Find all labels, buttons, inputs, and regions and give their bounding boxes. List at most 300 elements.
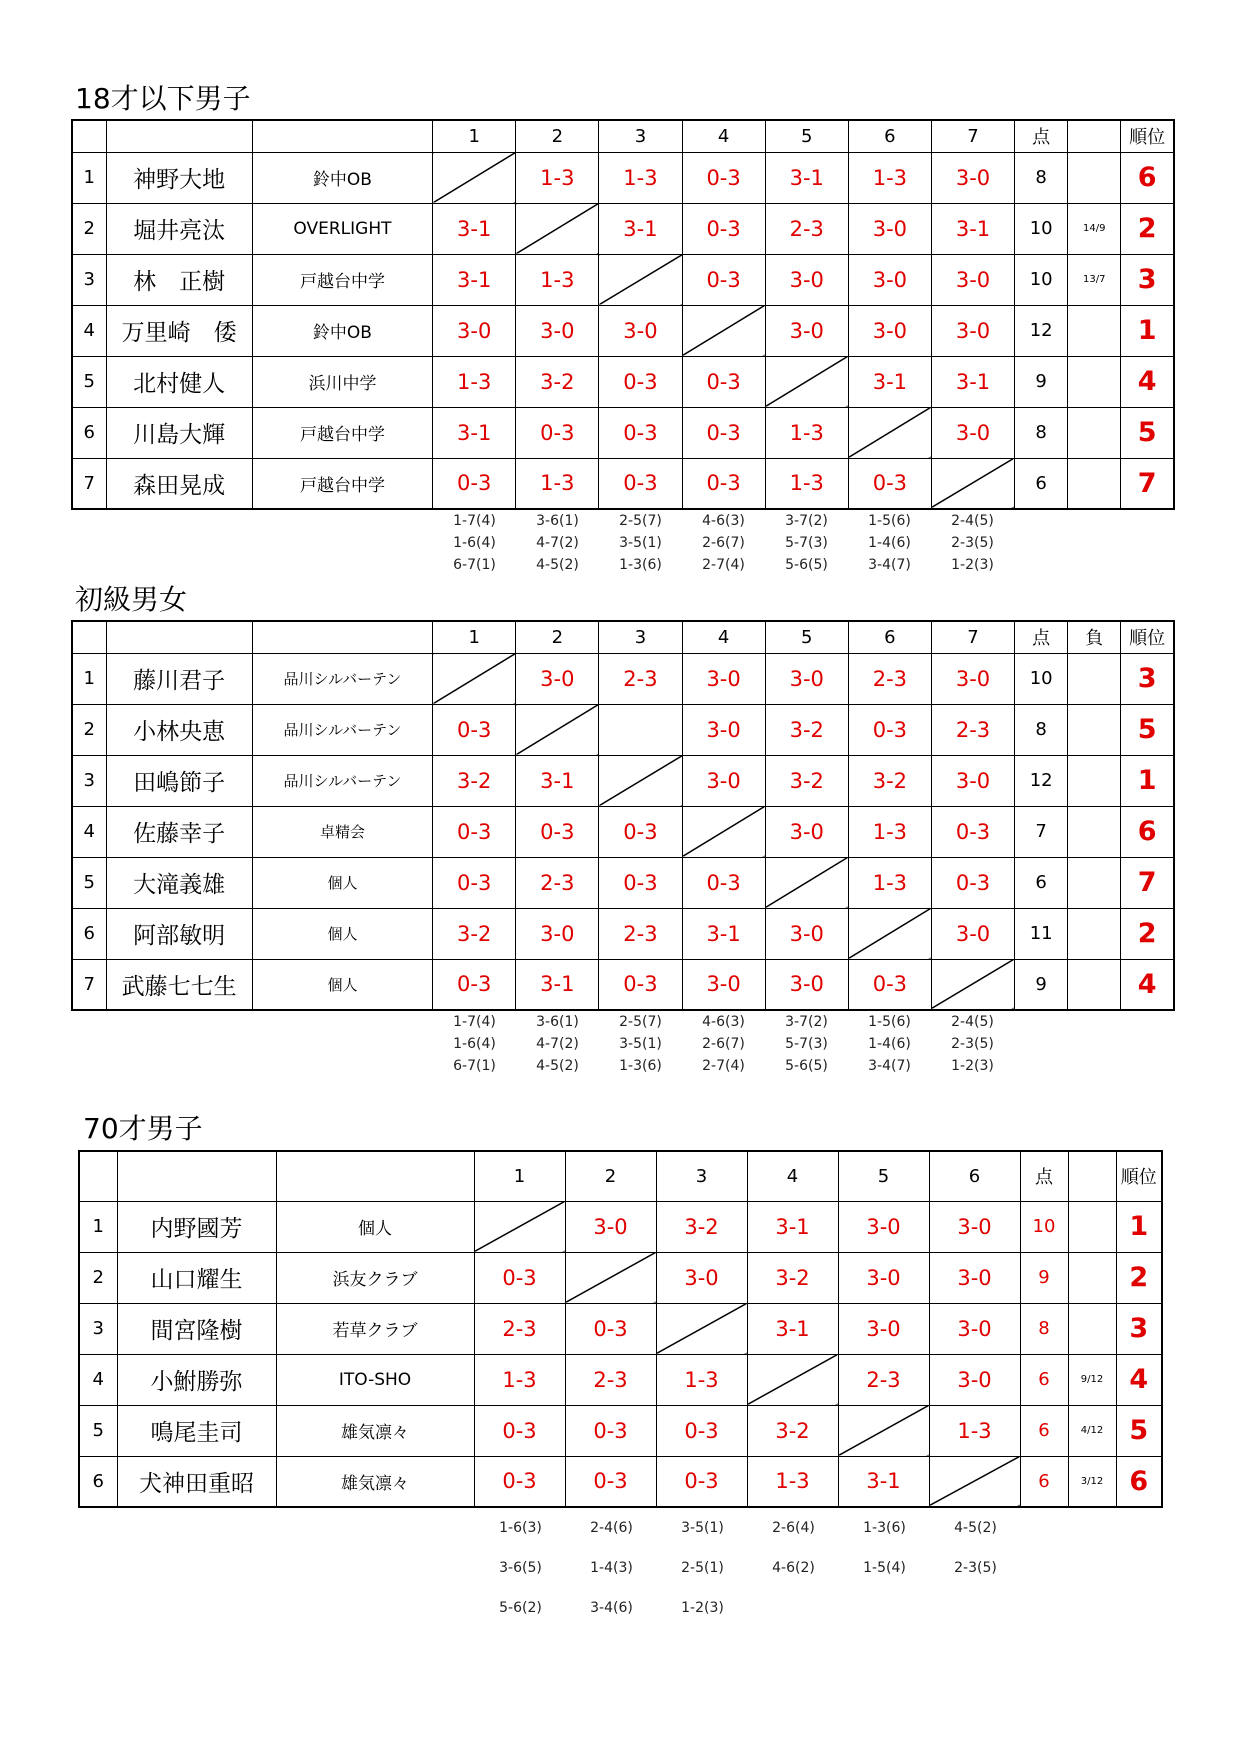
match-order-entry: 2-4(6) <box>590 1520 633 1536</box>
match-score: 3-1 <box>682 908 765 959</box>
player-name: 山口耀生 <box>117 1252 276 1303</box>
match-score: 3-0 <box>765 806 848 857</box>
match-order-entry: 3-4(6) <box>590 1600 633 1616</box>
points-cell: 8 <box>1015 152 1068 203</box>
match-order-entry: 2-5(1) <box>681 1560 724 1576</box>
player-number: 4 <box>72 806 106 857</box>
match-score: 3-1 <box>765 152 848 203</box>
match-score: 3-0 <box>765 959 848 1010</box>
match-score: 3-0 <box>682 755 765 806</box>
tiebreak-cell <box>1068 458 1121 509</box>
match-score: 3-2 <box>765 704 848 755</box>
match-score: 3-0 <box>929 1201 1020 1252</box>
rank-cell: 4 <box>1116 1354 1162 1405</box>
match-order-entry: 1-4(6) <box>868 535 911 551</box>
match-order-entry: 2-7(4) <box>702 1058 745 1074</box>
match-score: 2-3 <box>474 1303 565 1354</box>
match-score: 2-3 <box>516 857 599 908</box>
match-score: 3-0 <box>682 959 765 1010</box>
match-score: 3-1 <box>931 356 1014 407</box>
player-team: 戸越台中学 <box>252 407 432 458</box>
player-name: 間宮隆樹 <box>117 1303 276 1354</box>
match-order-entry: 6-7(1) <box>453 557 496 573</box>
tiebreak-cell <box>1068 305 1121 356</box>
match-score: 0-3 <box>599 356 682 407</box>
tiebreak-cell: 9/12 <box>1068 1354 1116 1405</box>
match-score: 0-3 <box>433 959 516 1010</box>
diagonal-cell <box>682 305 765 356</box>
match-score: 0-3 <box>599 407 682 458</box>
match-score: 1-3 <box>474 1354 565 1405</box>
player-team: 卓精会 <box>252 806 432 857</box>
match-score: 3-1 <box>838 1456 929 1507</box>
header-rank: 順位 <box>1121 621 1174 653</box>
points-cell: 9 <box>1015 356 1068 407</box>
match-score: 3-0 <box>765 908 848 959</box>
match-order-entry: 2-6(7) <box>702 535 745 551</box>
match-score: 3-0 <box>929 1303 1020 1354</box>
tiebreak-cell <box>1068 1201 1116 1252</box>
match-score: 2-3 <box>599 653 682 704</box>
diagonal-cell <box>433 653 516 704</box>
match-order-entry: 2-4(5) <box>951 1014 994 1030</box>
match-order-entry: 2-3(5) <box>954 1560 997 1576</box>
match-score: 3-0 <box>931 254 1014 305</box>
header-col-5: 5 <box>765 120 848 152</box>
tiebreak-cell <box>1068 806 1121 857</box>
match-score: 1-3 <box>747 1456 838 1507</box>
tiebreak-cell <box>1068 356 1121 407</box>
match-order-entry: 1-6(4) <box>453 1036 496 1052</box>
match-order-entry: 1-4(6) <box>868 1036 911 1052</box>
match-score: 3-1 <box>931 203 1014 254</box>
match-score: 2-3 <box>599 908 682 959</box>
header-col-5: 5 <box>838 1151 929 1201</box>
match-score: 3-0 <box>433 305 516 356</box>
match-score: 0-3 <box>565 1405 656 1456</box>
points-cell: 10 <box>1015 203 1068 254</box>
match-score: 1-3 <box>516 152 599 203</box>
player-team: 雄気凛々 <box>276 1405 474 1456</box>
player-team: 鈴中OB <box>252 305 432 356</box>
match-order-entry: 3-6(5) <box>499 1560 542 1576</box>
match-order-entry: 3-5(1) <box>681 1520 724 1536</box>
tiebreak-cell <box>1068 653 1121 704</box>
match-score: 0-3 <box>474 1252 565 1303</box>
match-score: 3-0 <box>931 908 1014 959</box>
match-score: 0-3 <box>433 458 516 509</box>
player-number: 6 <box>72 407 106 458</box>
header-col-4: 4 <box>682 120 765 152</box>
player-name: 万里崎 倭 <box>106 305 252 356</box>
match-score: 3-0 <box>931 407 1014 458</box>
match-order-entry: 4-7(2) <box>536 1036 579 1052</box>
match-order-entry: 4-5(2) <box>536 1058 579 1074</box>
rank-cell: 6 <box>1121 806 1174 857</box>
match-score: 3-1 <box>747 1201 838 1252</box>
match-score: 3-0 <box>931 305 1014 356</box>
match-order-entry: 2-7(4) <box>702 557 745 573</box>
points-cell: 7 <box>1015 806 1068 857</box>
match-order-entry: 5-6(5) <box>785 1058 828 1074</box>
header-col-6: 6 <box>848 120 931 152</box>
tiebreak-cell <box>1068 704 1121 755</box>
match-order-entry: 1-5(4) <box>863 1560 906 1576</box>
match-score: 1-3 <box>516 458 599 509</box>
player-team: 浜川中学 <box>252 356 432 407</box>
match-order-entry: 2-3(5) <box>951 1036 994 1052</box>
match-score: 0-3 <box>599 959 682 1010</box>
player-team: 浜友クラブ <box>276 1252 474 1303</box>
table-row <box>72 254 1174 305</box>
player-name: 神野大地 <box>106 152 252 203</box>
match-score: 0-3 <box>931 806 1014 857</box>
match-score: 3-2 <box>765 755 848 806</box>
player-team: 個人 <box>252 959 432 1010</box>
match-score: 3-2 <box>516 356 599 407</box>
header-col-1: 1 <box>433 120 516 152</box>
match-order-entry: 3-6(1) <box>536 513 579 529</box>
player-name: 小鮒勝弥 <box>117 1354 276 1405</box>
match-score: 0-3 <box>848 704 931 755</box>
header-blank-no <box>72 621 106 653</box>
match-score: 3-0 <box>848 203 931 254</box>
match-score: 3-0 <box>848 254 931 305</box>
match-score: 1-3 <box>848 152 931 203</box>
match-score: 2-3 <box>848 653 931 704</box>
tiebreak-cell <box>1068 1303 1116 1354</box>
tiebreak-cell: 4/12 <box>1068 1405 1116 1456</box>
match-order-entry: 4-5(2) <box>536 557 579 573</box>
player-name: 佐藤幸子 <box>106 806 252 857</box>
header-col-7: 7 <box>931 621 1014 653</box>
match-order-entry: 1-7(4) <box>453 513 496 529</box>
player-team: 品川シルバーテン <box>252 704 432 755</box>
player-number: 4 <box>72 305 106 356</box>
diagonal-cell <box>765 356 848 407</box>
match-score: 3-0 <box>656 1252 747 1303</box>
header-col-6: 6 <box>848 621 931 653</box>
player-team: 個人 <box>252 908 432 959</box>
table-row <box>72 704 1174 755</box>
match-order-entry: 4-7(2) <box>536 535 579 551</box>
table-row <box>79 1303 1162 1354</box>
match-score <box>599 704 682 755</box>
match-score: 0-3 <box>931 857 1014 908</box>
league-table-beginner <box>71 620 1175 1011</box>
player-name: 小林央恵 <box>106 704 252 755</box>
match-order-entry: 5-6(5) <box>785 557 828 573</box>
table-row <box>79 1354 1162 1405</box>
match-score: 1-3 <box>433 356 516 407</box>
player-number: 5 <box>72 356 106 407</box>
header-col-2: 2 <box>516 621 599 653</box>
match-score: 3-0 <box>929 1354 1020 1405</box>
player-name: 藤川君子 <box>106 653 252 704</box>
header-row <box>72 621 1174 653</box>
diagonal-cell <box>516 704 599 755</box>
rank-cell: 7 <box>1121 857 1174 908</box>
player-name: 内野國芳 <box>117 1201 276 1252</box>
diagonal-cell <box>565 1252 656 1303</box>
player-team: 個人 <box>276 1201 474 1252</box>
match-score: 0-3 <box>474 1405 565 1456</box>
table-row <box>72 806 1174 857</box>
rank-cell: 3 <box>1121 653 1174 704</box>
match-order-entry: 3-7(2) <box>785 513 828 529</box>
match-score: 0-3 <box>682 254 765 305</box>
header-row <box>72 120 1174 152</box>
match-score: 3-0 <box>682 653 765 704</box>
rank-cell: 5 <box>1121 704 1174 755</box>
diagonal-cell <box>474 1201 565 1252</box>
header-col-3: 3 <box>599 120 682 152</box>
rank-cell: 5 <box>1116 1405 1162 1456</box>
match-order-entry: 1-5(6) <box>868 1014 911 1030</box>
player-team: 雄気凛々 <box>276 1456 474 1507</box>
points-cell: 10 <box>1015 653 1068 704</box>
header-col-3: 3 <box>599 621 682 653</box>
diagonal-cell <box>682 806 765 857</box>
match-score: 0-3 <box>433 704 516 755</box>
player-name: 川島大輝 <box>106 407 252 458</box>
points-cell: 6 <box>1020 1456 1068 1507</box>
header-col-6: 6 <box>929 1151 1020 1201</box>
header-blank-name <box>117 1151 276 1201</box>
header-col-4: 4 <box>682 621 765 653</box>
match-score: 3-0 <box>931 755 1014 806</box>
player-name: 北村健人 <box>106 356 252 407</box>
table-row <box>72 356 1174 407</box>
match-score: 1-3 <box>656 1354 747 1405</box>
player-team: 戸越台中学 <box>252 458 432 509</box>
header-col-7: 7 <box>931 120 1014 152</box>
player-team: ITO-SHO <box>276 1354 474 1405</box>
rank-cell: 2 <box>1121 908 1174 959</box>
match-score: 3-0 <box>929 1252 1020 1303</box>
header-rank: 順位 <box>1116 1151 1162 1201</box>
diagonal-cell <box>931 959 1014 1010</box>
table-row <box>72 203 1174 254</box>
player-name: 田嶋節子 <box>106 755 252 806</box>
match-score: 0-3 <box>848 959 931 1010</box>
player-number: 2 <box>72 704 106 755</box>
rank-cell: 7 <box>1121 458 1174 509</box>
header-col-2: 2 <box>516 120 599 152</box>
match-score: 3-0 <box>682 704 765 755</box>
diagonal-cell <box>931 458 1014 509</box>
match-score: 0-3 <box>565 1456 656 1507</box>
match-order-entry: 4-6(3) <box>702 1014 745 1030</box>
rank-cell: 6 <box>1116 1456 1162 1507</box>
table-row <box>79 1405 1162 1456</box>
match-order-entry: 1-2(3) <box>951 557 994 573</box>
tiebreak-cell <box>1068 857 1121 908</box>
rank-cell: 3 <box>1116 1303 1162 1354</box>
rank-cell: 2 <box>1121 203 1174 254</box>
table-row <box>72 152 1174 203</box>
player-number: 1 <box>72 653 106 704</box>
points-cell: 6 <box>1015 857 1068 908</box>
player-team: OVERLIGHT <box>252 203 432 254</box>
match-score: 1-3 <box>929 1405 1020 1456</box>
match-score: 2-3 <box>565 1354 656 1405</box>
match-order-entry: 3-7(2) <box>785 1014 828 1030</box>
diagonal-cell <box>747 1354 838 1405</box>
player-number: 5 <box>79 1405 117 1456</box>
match-order-entry: 3-6(1) <box>536 1014 579 1030</box>
player-number: 1 <box>79 1201 117 1252</box>
tiebreak-cell <box>1068 152 1121 203</box>
tiebreak-cell: 14/9 <box>1068 203 1121 254</box>
player-team: 鈴中OB <box>252 152 432 203</box>
player-name: 林 正樹 <box>106 254 252 305</box>
match-score: 3-1 <box>433 407 516 458</box>
header-blank-team <box>252 621 432 653</box>
match-order-entry: 4-6(2) <box>772 1560 815 1576</box>
rank-cell: 1 <box>1121 755 1174 806</box>
rank-cell: 1 <box>1121 305 1174 356</box>
match-score: 3-0 <box>516 305 599 356</box>
match-order-entry: 6-7(1) <box>453 1058 496 1074</box>
match-score: 0-3 <box>656 1456 747 1507</box>
match-order-entry: 2-3(5) <box>951 535 994 551</box>
player-number: 5 <box>72 857 106 908</box>
points-cell: 8 <box>1015 704 1068 755</box>
points-cell: 12 <box>1015 305 1068 356</box>
match-order-entry: 2-5(7) <box>619 1014 662 1030</box>
match-order-entry: 3-4(7) <box>868 1058 911 1074</box>
match-score: 3-0 <box>848 305 931 356</box>
player-number: 7 <box>72 959 106 1010</box>
match-score: 3-0 <box>931 653 1014 704</box>
match-score: 1-3 <box>516 254 599 305</box>
match-score: 0-3 <box>599 806 682 857</box>
match-score: 3-1 <box>599 203 682 254</box>
points-cell: 10 <box>1015 254 1068 305</box>
points-cell: 12 <box>1015 755 1068 806</box>
diagonal-cell <box>599 254 682 305</box>
match-score: 0-3 <box>656 1405 747 1456</box>
player-number: 2 <box>79 1252 117 1303</box>
table-row <box>72 458 1174 509</box>
match-order-entry: 1-2(3) <box>951 1058 994 1074</box>
player-name: 大滝義雄 <box>106 857 252 908</box>
header-blank-name <box>106 621 252 653</box>
player-team: 若草クラブ <box>276 1303 474 1354</box>
points-cell: 6 <box>1020 1354 1068 1405</box>
diagonal-cell <box>765 857 848 908</box>
match-order-entry: 3-5(1) <box>619 535 662 551</box>
match-order-entry: 2-4(5) <box>951 513 994 529</box>
section-title-beginner: 初級男女 <box>75 583 188 616</box>
match-order-entry: 1-3(6) <box>619 1058 662 1074</box>
match-score: 0-3 <box>474 1456 565 1507</box>
player-number: 6 <box>72 908 106 959</box>
match-order-entry: 5-7(3) <box>785 535 828 551</box>
header-row <box>79 1151 1162 1201</box>
header-col-2: 2 <box>565 1151 656 1201</box>
match-order-entry: 1-6(3) <box>499 1520 542 1536</box>
match-score: 3-2 <box>848 755 931 806</box>
table-row <box>72 305 1174 356</box>
match-order-entry: 3-5(1) <box>619 1036 662 1052</box>
match-order-entry: 1-3(6) <box>619 557 662 573</box>
diagonal-cell <box>599 755 682 806</box>
match-score: 3-2 <box>747 1252 838 1303</box>
match-score: 3-1 <box>433 254 516 305</box>
match-score: 3-1 <box>433 203 516 254</box>
match-score: 0-3 <box>516 407 599 458</box>
rank-cell: 6 <box>1121 152 1174 203</box>
header-extra: 負 <box>1068 621 1121 653</box>
match-score: 0-3 <box>682 857 765 908</box>
section-title-u18-boys: 18才以下男子 <box>75 82 251 115</box>
match-score: 3-1 <box>848 356 931 407</box>
match-score: 0-3 <box>516 806 599 857</box>
player-name: 森田晃成 <box>106 458 252 509</box>
tiebreak-cell <box>1068 1252 1116 1303</box>
player-number: 3 <box>79 1303 117 1354</box>
match-score: 3-2 <box>656 1201 747 1252</box>
header-blank-team <box>252 120 432 152</box>
match-score: 0-3 <box>682 203 765 254</box>
table-row <box>79 1456 1162 1507</box>
match-order-entry: 1-5(6) <box>868 513 911 529</box>
match-order-entry: 4-5(2) <box>954 1520 997 1536</box>
player-name: 武藤七七生 <box>106 959 252 1010</box>
player-number: 3 <box>72 755 106 806</box>
table-row <box>72 653 1174 704</box>
match-score: 3-0 <box>765 305 848 356</box>
tiebreak-cell <box>1068 407 1121 458</box>
match-score: 3-2 <box>433 908 516 959</box>
points-cell: 11 <box>1015 908 1068 959</box>
header-points: 点 <box>1020 1151 1068 1201</box>
player-team: 品川シルバーテン <box>252 653 432 704</box>
table-row <box>72 407 1174 458</box>
table-row <box>79 1252 1162 1303</box>
points-cell: 9 <box>1015 959 1068 1010</box>
match-score: 0-3 <box>565 1303 656 1354</box>
match-score: 1-3 <box>848 857 931 908</box>
match-score: 2-3 <box>765 203 848 254</box>
match-score: 3-0 <box>838 1201 929 1252</box>
tiebreak-cell: 13/7 <box>1068 254 1121 305</box>
header-blank-no <box>72 120 106 152</box>
points-cell: 10 <box>1020 1201 1068 1252</box>
diagonal-cell <box>433 152 516 203</box>
header-col-3: 3 <box>656 1151 747 1201</box>
tiebreak-cell <box>1068 959 1121 1010</box>
rank-cell: 4 <box>1121 959 1174 1010</box>
match-order-entry: 1-4(3) <box>590 1560 633 1576</box>
table-row <box>72 959 1174 1010</box>
match-order-entry: 3-4(7) <box>868 557 911 573</box>
diagonal-cell <box>656 1303 747 1354</box>
player-number: 3 <box>72 254 106 305</box>
player-name: 犬神田重昭 <box>117 1456 276 1507</box>
diagonal-cell <box>516 203 599 254</box>
match-score: 3-2 <box>433 755 516 806</box>
match-score: 0-3 <box>682 407 765 458</box>
header-points: 点 <box>1015 120 1068 152</box>
match-order-entry: 1-2(3) <box>681 1600 724 1616</box>
match-score: 3-1 <box>516 959 599 1010</box>
match-score: 0-3 <box>682 356 765 407</box>
match-score: 0-3 <box>682 152 765 203</box>
match-score: 3-0 <box>565 1201 656 1252</box>
